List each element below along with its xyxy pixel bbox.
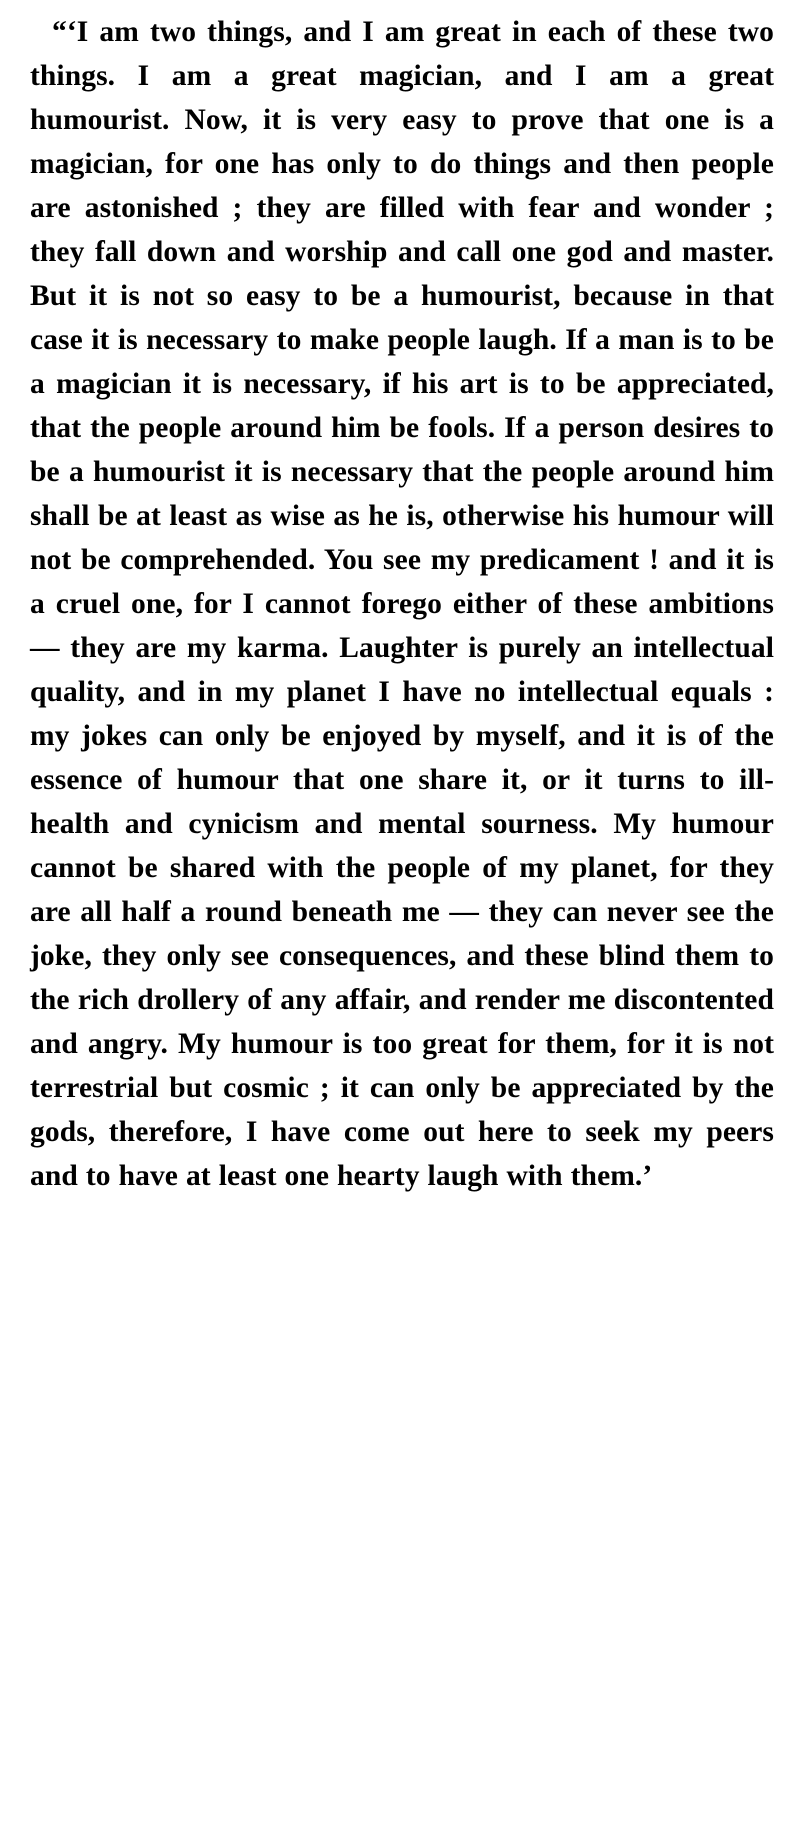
page-body-text (30, 10, 774, 1198)
paragraph: “‘I am two things, and I am great in each of these two things. I am a great magician, and I am a great humourist. Now, it is very easy to prove that one is a magician, for one has only to do things and then people are astonished ; they are filled with fear and wonder ; they fall down and worship and call one god and master. But it is not so easy to be a humourist, because in that case it is necessary to make people laugh. If a man is to be a magician it is necessary, if his art is to be appreciated, that the people around him be fools. If a person desires to be a humourist it is necessary that the people around him shall be at least as wise as he is, otherwise his humour will not be comprehended. You see my predicament ! and it is a cruel one, for I cannot forego either of these ambitions — they are my karma. Laughter is purely an intellectual quality, and in my planet I have no intellectual equals : my jokes can only be enjoyed by myself, and it is of the essence of humour that one share it, or it turns to ill-health and cynicism and mental sourness. My humour cannot be shared with the people of my planet, for they are all half a round beneath me — they can never see the joke, they only see consequences, and these blind them to the rich drollery of any affair, and render me discontented and angry. My humour is too great for them, for it is not terrestrial but cosmic ; it can only be appreciated by the gods, therefore, I have come out here to seek my peers and to have at least one hearty laugh with them.’ (30, 16, 774, 1192)
